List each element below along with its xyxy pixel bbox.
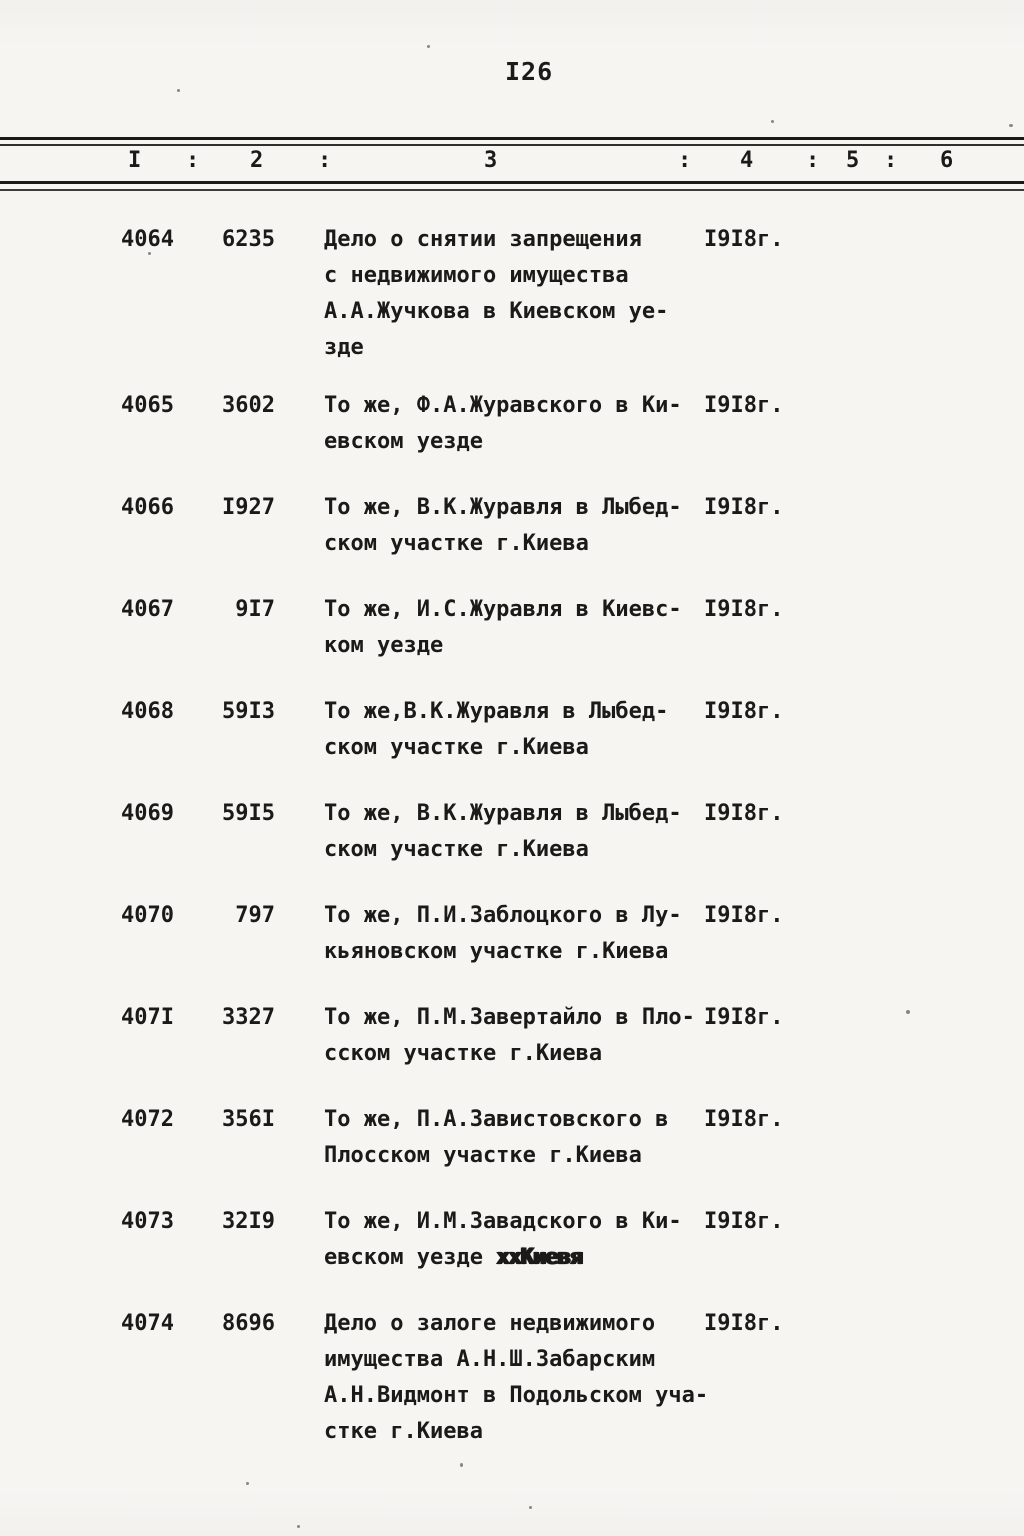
year-cell: I9I8г. [704, 699, 784, 724]
year-cell: I9I8г. [704, 903, 784, 928]
description-cell [324, 898, 682, 970]
description-line: сском участке г.Киева [324, 1041, 603, 1066]
description-line: зде [324, 335, 364, 360]
table-row [0, 898, 1024, 970]
description-cell [324, 490, 682, 562]
description-line: ском участке г.Киева [324, 735, 589, 760]
header-column-label: 3 [484, 148, 498, 173]
description-line: имущества А.Н.Ш.Забарским [324, 1347, 656, 1372]
description-line: Дело о снятии запрещения [324, 227, 642, 252]
header-separator: : [318, 148, 332, 173]
description-line: То же, И.М.Завадского в Ки- [324, 1209, 682, 1234]
table-row [0, 694, 1024, 766]
table-header-row [0, 148, 1024, 178]
case-number-cell: 4068 [121, 699, 174, 724]
description-line: ском участке г.Киева [324, 837, 589, 862]
header-column-label: 2 [250, 148, 264, 173]
header-separator: : [186, 148, 200, 173]
old-number-cell: 59I3 [222, 699, 275, 724]
scan-speck [177, 89, 180, 92]
year-cell: I9I8г. [704, 495, 784, 520]
old-number-cell: 9I7 [235, 597, 275, 622]
description-cell [324, 592, 682, 664]
scan-speck [1009, 124, 1013, 127]
case-number-cell: 4074 [121, 1311, 174, 1336]
description-line: кьяновском участке г.Киева [324, 939, 669, 964]
case-number-cell: 4073 [121, 1209, 174, 1234]
page-number: I26 [505, 57, 554, 86]
scan-speck [246, 1482, 249, 1485]
table-row [0, 388, 1024, 460]
scan-speck [427, 45, 430, 48]
description-line: стке г.Киева [324, 1419, 483, 1444]
description-line: То же, П.А.Завистовского в [324, 1107, 669, 1132]
table-row [0, 490, 1024, 562]
description-line: То же, П.И.Заблоцкого в Лу- [324, 903, 682, 928]
old-number-cell: 797 [235, 903, 275, 928]
description-line: ском участке г.Киева [324, 531, 589, 556]
description-line: с недвижимого имущества [324, 263, 629, 288]
scan-speck [460, 1463, 463, 1467]
description-line: То же, В.К.Журавля в Лыбед- [324, 801, 682, 826]
table-row [0, 222, 1024, 366]
year-cell: I9I8г. [704, 1209, 784, 1234]
description-line: ком уезде [324, 633, 444, 658]
year-cell: I9I8г. [704, 227, 784, 252]
description-cell [324, 1102, 668, 1174]
table-row [0, 796, 1024, 868]
table-row [0, 1000, 1024, 1072]
old-number-cell: 6235 [222, 227, 275, 252]
description-cell [324, 222, 668, 366]
table-rows [0, 214, 1024, 1480]
year-cell: I9I8г. [704, 393, 784, 418]
header-column-label: 6 [940, 148, 954, 173]
old-number-cell: 3327 [222, 1005, 275, 1030]
scan-speck [148, 252, 151, 255]
header-column-label: I [128, 148, 142, 173]
description-line: евском уезде [324, 429, 483, 454]
table-row [0, 592, 1024, 664]
table-row [0, 1306, 1024, 1450]
scan-speck [529, 1506, 532, 1509]
table-header-bottom-rule [0, 181, 1024, 184]
description-cell [324, 694, 668, 766]
description-line: То же, Ф.А.Журавского в Ки- [324, 393, 682, 418]
scan-speck [297, 1525, 300, 1528]
description-line: А.А.Жучкова в Киевском уе- [324, 299, 669, 324]
description-line: Плосском участке г.Киева [324, 1143, 642, 1168]
header-column-label: 5 [846, 148, 860, 173]
description-line: То же,В.К.Журавля в Лыбед- [324, 699, 669, 724]
header-separator: : [806, 148, 820, 173]
table-header-bottom-rule-2 [0, 189, 1024, 191]
description-line: То же, В.К.Журавля в Лыбед- [324, 495, 682, 520]
year-cell: I9I8г. [704, 1311, 784, 1336]
year-cell: I9I8г. [704, 801, 784, 826]
old-number-cell: I927 [222, 495, 275, 520]
header-separator: : [678, 148, 692, 173]
description-line: То же, И.С.Журавля в Киевс- [324, 597, 682, 622]
table-row [0, 1102, 1024, 1174]
description-cell [324, 1204, 682, 1276]
old-number-cell: 356I [222, 1107, 275, 1132]
table-row [0, 1204, 1024, 1276]
table-header-top-rule [0, 137, 1024, 140]
description-cell [324, 796, 682, 868]
case-number-cell: 4065 [121, 393, 174, 418]
scan-speck [771, 120, 774, 123]
case-number-cell: 4069 [121, 801, 174, 826]
case-number-cell: 4067 [121, 597, 174, 622]
description-line: Дело о залоге недвижимого [324, 1311, 656, 1336]
old-number-cell: 3602 [222, 393, 275, 418]
case-number-cell: 4070 [121, 903, 174, 928]
year-cell: I9I8г. [704, 1107, 784, 1132]
header-separator: : [884, 148, 898, 173]
description-cell [324, 1306, 708, 1450]
year-cell: I9I8г. [704, 1005, 784, 1030]
old-number-cell: 32I9 [222, 1209, 275, 1234]
case-number-cell: 407I [121, 1005, 174, 1030]
table-header-top-rule-2 [0, 144, 1024, 146]
description-cell [324, 388, 682, 460]
description-line: А.Н.Видмонт в Подольском уча- [324, 1383, 709, 1408]
old-number-cell: 59I5 [222, 801, 275, 826]
year-cell: I9I8г. [704, 597, 784, 622]
case-number-cell: 4066 [121, 495, 174, 520]
overstruck-text: ххКиевя [496, 1245, 582, 1270]
description-cell [324, 1000, 695, 1072]
case-number-cell: 4072 [121, 1107, 174, 1132]
description-line: То же, П.М.Завертайло в Пло- [324, 1005, 695, 1030]
scan-speck [906, 1010, 910, 1014]
case-number-cell: 4064 [121, 227, 174, 252]
header-column-label: 4 [740, 148, 754, 173]
description-line: евском уезде ххКиевя [324, 1245, 582, 1270]
old-number-cell: 8696 [222, 1311, 275, 1336]
